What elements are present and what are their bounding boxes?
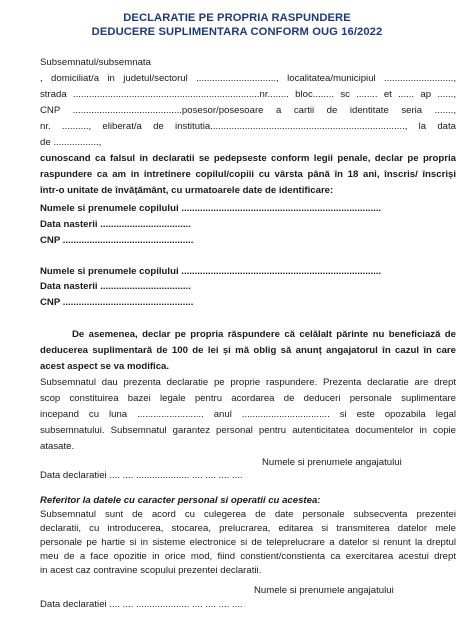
declaration-date-line: Data declaratiei .... .... .................... .... .... .... .... (40, 470, 243, 481)
parent-clause-line: acest aspect se va modifica. (40, 361, 170, 372)
identity-line: nr. .........., eliberat/a de institutia........................................................................., la data (40, 121, 456, 132)
identity-line: Subsemnatul/subsemnata (40, 57, 151, 68)
purpose-line: atasate. (40, 441, 75, 452)
parent-clause-line: De asemenea, declar pe propria răspundere că celălalt părinte nu beneficiază de (72, 329, 456, 340)
parent-clause-line: deducerea suplimentară de 100 de lei și mă oblig să anunț angajatorul în cazul în care (40, 345, 456, 356)
declaration-date-line: Data declaratiei .... .... .................... .... .... .... .... (40, 599, 243, 610)
declaration-line: într-o unitate de învățământ, cu urmatoarele date de identificare: (40, 185, 334, 196)
identity-line: strada ......................................................................nr........ bloc........ sc ........ et ...... ap ......, (40, 89, 456, 100)
gdpr-line: declaratii, cu introducerea, stocarea, prelucrarea, editarea si transmiterea datelor mele (40, 523, 456, 534)
child1-birth: Data nasterii .................................. (40, 219, 191, 230)
gdpr-line: in acest caz contravine scopului prezentei declaratii. (40, 565, 262, 576)
purpose-line: Subsemnatul dau prezenta declaratie pe proprie raspundere. Prezenta declaratie are drept (40, 377, 456, 388)
gdpr-line: personale pe hartie si in sisteme electronice si de teleprelucrare a datelor si renunt la dreptul (40, 537, 456, 548)
identity-line: de ................., (40, 137, 102, 148)
title-line-1: DECLARATIE PE PROPRIA RASPUNDERE (123, 12, 351, 24)
declaration-line: raspundere ca am in intretinere copilul/copiii cu vârsta până în 18 ani, înscris/ înscriși (40, 169, 456, 180)
child2-name: Numele si prenumele copilului ........................................................................... (40, 266, 382, 277)
identity-line: , domiciliat/a in judetul/sectorul .............................., localitatea/municipiul .........................., (40, 73, 456, 84)
purpose-line: subsemnatului. Subsemnatul garantez personal pentru autenticitatea documentelor in copie (40, 425, 456, 436)
employee-name-label: Numele si prenumele angajatului (262, 457, 402, 468)
purpose-line: scop constituirea bazei legale pentru acordarea de deduceri personale suplimentare (40, 393, 456, 404)
title-line-2: DEDUCERE SUPLIMENTARA CONFORM OUG 16/2022 (91, 26, 383, 38)
gdpr-heading: Referitor la datele cu caracter personal si operatii cu acestea: (40, 495, 321, 506)
child2-cnp: CNP ................................................. (40, 297, 194, 308)
purpose-line: incepand cu luna ......................... anul ................................. si este opozabila legal (40, 409, 456, 420)
child2-birth: Data nasterii .................................. (40, 281, 191, 292)
identity-line: CNP .........................................posesor/posesoare a cartii de identitate seria ......., (40, 105, 456, 116)
child1-name: Numele si prenumele copilului ........................................................................... (40, 203, 382, 214)
gdpr-line: meu de a face opozitie in orice mod, fiind constient/constienta ca exercitarea acestui drept (40, 551, 456, 562)
child1-cnp: CNP ................................................. (40, 235, 194, 246)
employee-name-label: Numele si prenumele angajatului (254, 585, 394, 596)
declaration-line: cunoscand ca falsul in declaratii se pedepseste conform legii penale, declar pe propria (40, 153, 456, 164)
gdpr-line: Subsemnatul sunt de acord cu culegerea de date personale subsecventa prezentei (40, 509, 456, 520)
